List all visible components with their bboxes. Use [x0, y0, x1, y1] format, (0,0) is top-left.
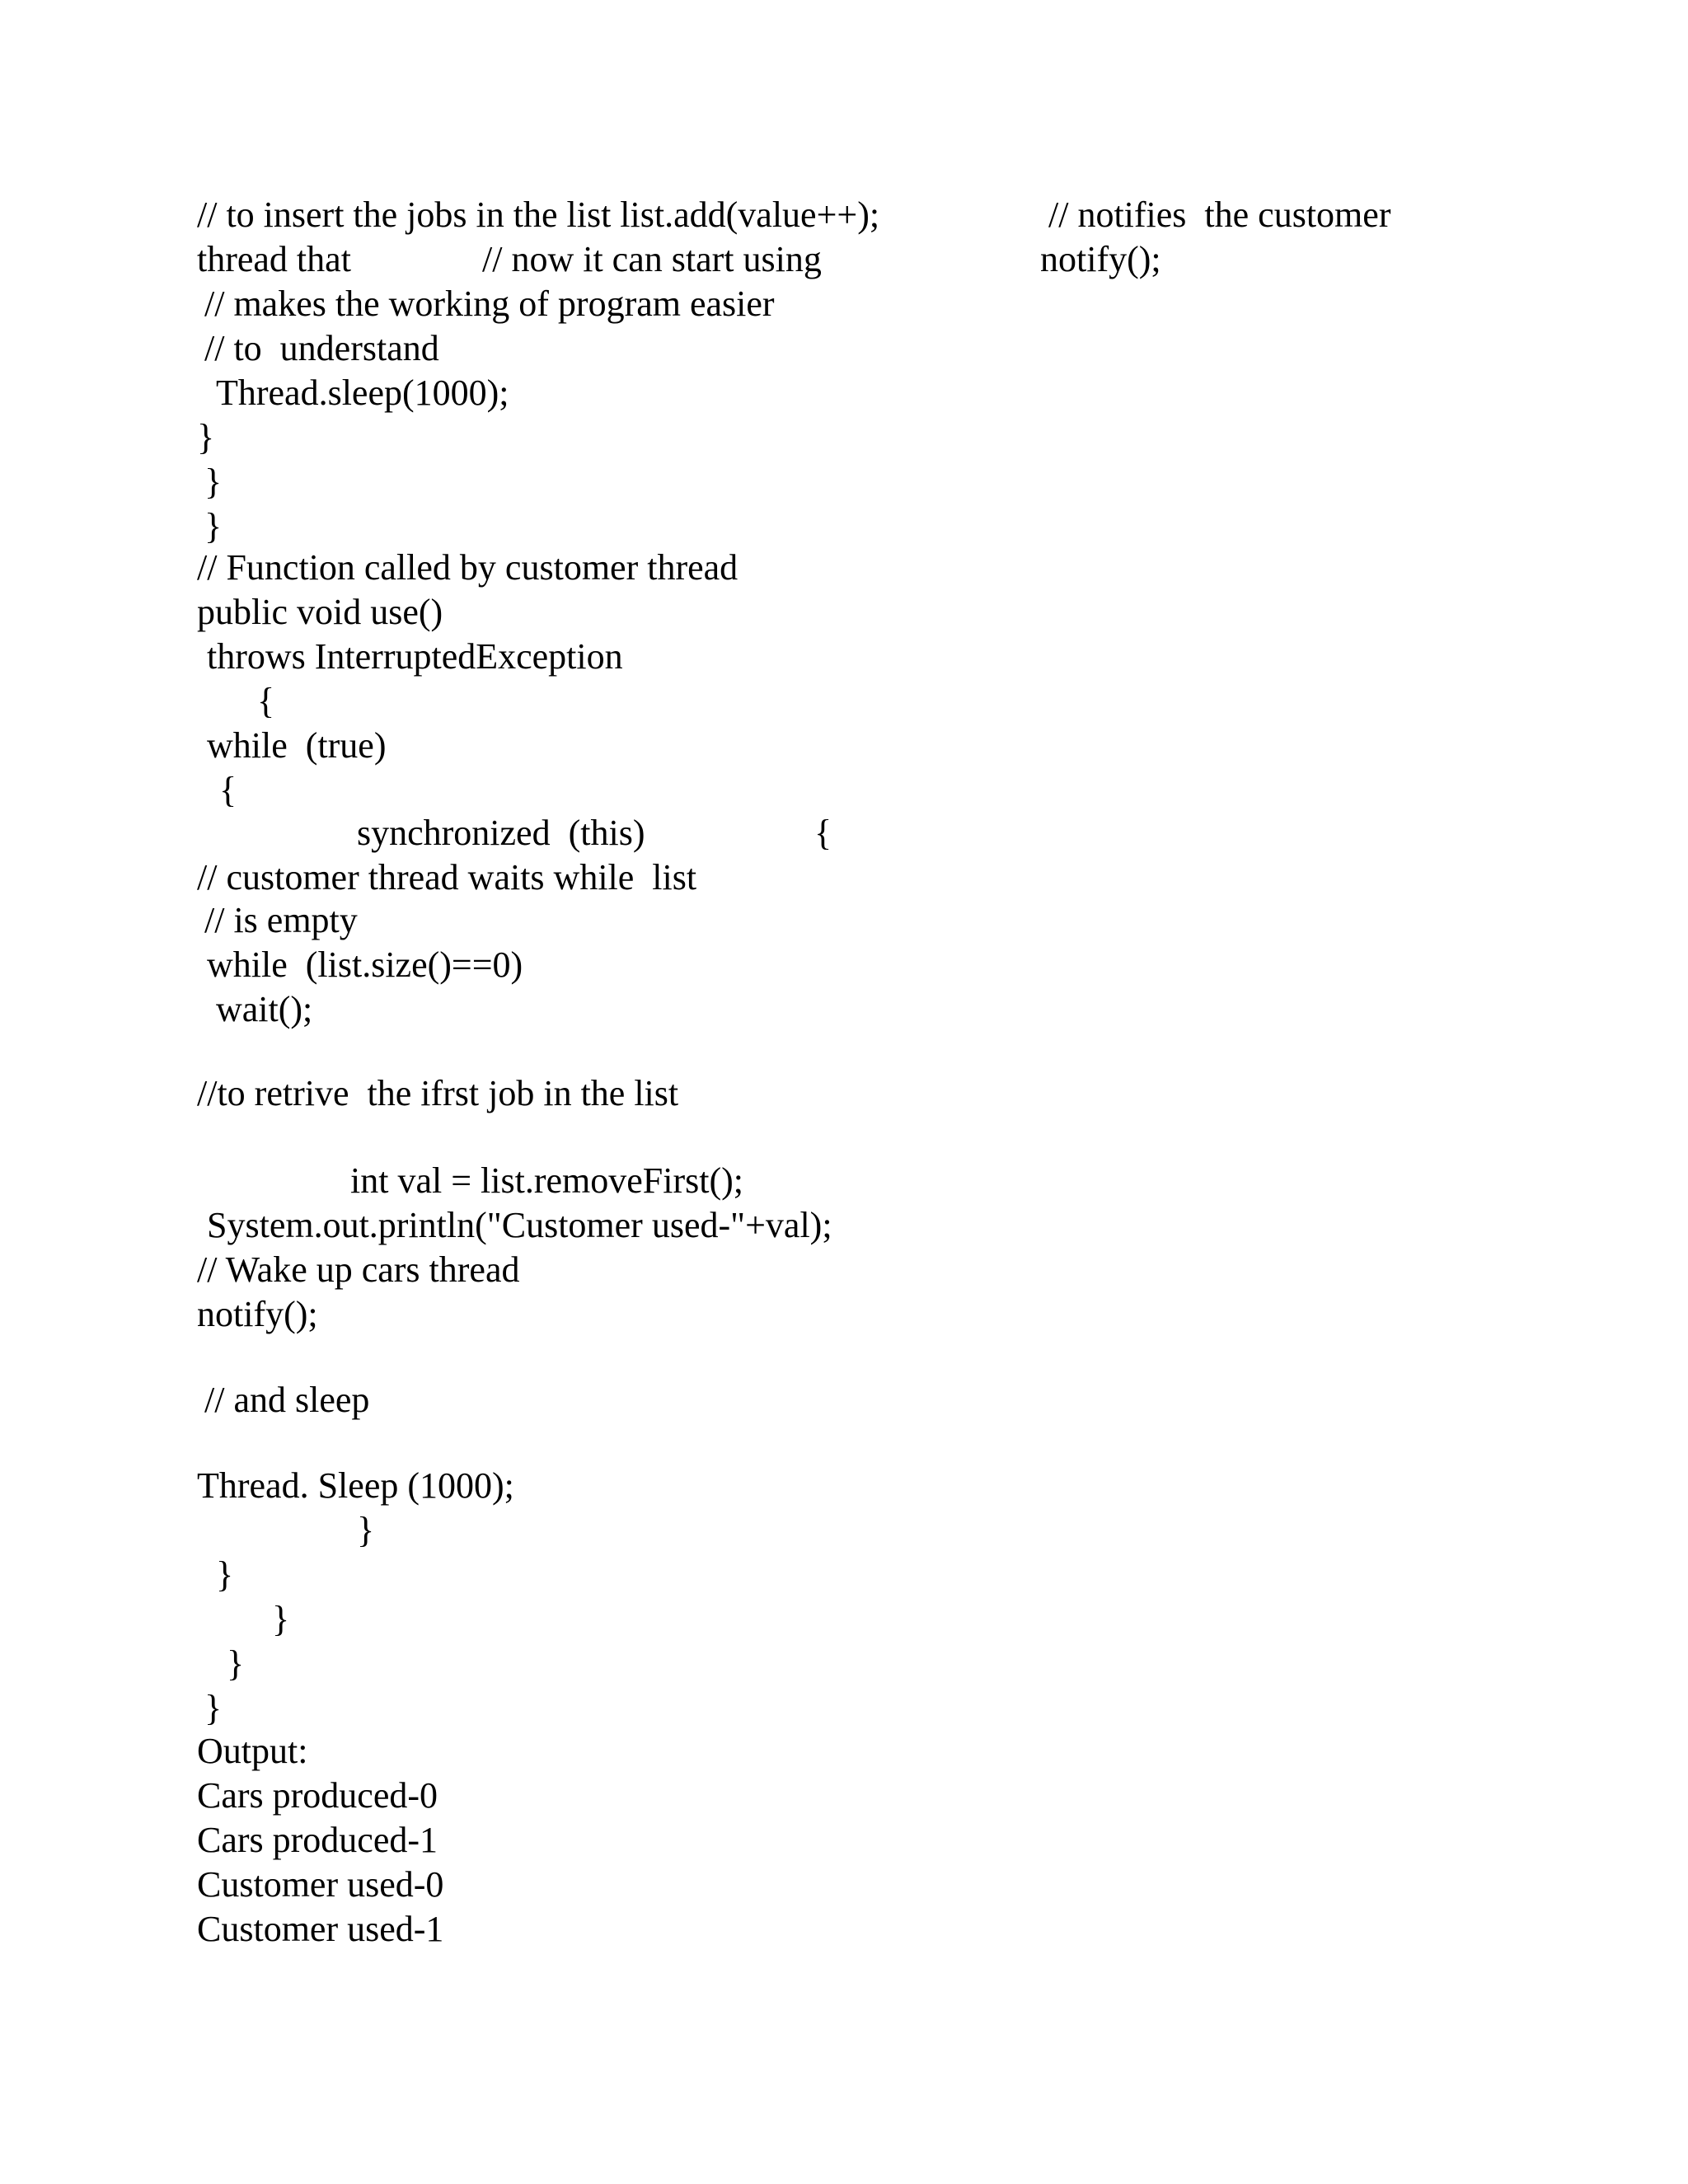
code-line: }: [357, 1510, 375, 1550]
code-line: synchronized (this): [357, 813, 645, 853]
output-heading: Output:: [197, 1731, 308, 1771]
output-line: Customer used-1: [197, 1909, 444, 1949]
code-line: // customer thread waits while list: [197, 857, 697, 898]
code-line: //to retrive the ifrst job in the list: [197, 1073, 679, 1113]
code-line: // and sleep: [204, 1380, 370, 1420]
code-line: // Wake up cars thread: [197, 1249, 520, 1290]
code-line: }: [197, 417, 215, 457]
code-line: {: [219, 770, 237, 810]
code-line: }: [272, 1599, 290, 1639]
code-line: }: [227, 1643, 245, 1684]
code-line: public void use(): [197, 592, 443, 632]
output-line: Cars produced-0: [197, 1775, 438, 1816]
code-line: throws InterruptedException: [207, 636, 623, 677]
code-line: Thread. Sleep (1000);: [197, 1465, 514, 1506]
code-line: // is empty: [204, 900, 358, 940]
code-line: // Function called by customer thread: [197, 547, 738, 588]
output-line: Customer used-0: [197, 1864, 444, 1905]
code-line: // notifies the customer: [1048, 194, 1391, 235]
code-line: }: [204, 506, 223, 546]
code-line: {: [257, 681, 275, 721]
code-line: }: [204, 1688, 223, 1728]
code-line: }: [204, 462, 223, 502]
code-line: Thread.sleep(1000);: [216, 373, 509, 413]
code-line: {: [814, 813, 832, 853]
code-line: // to insert the jobs in the list list.add(value++);: [197, 194, 880, 235]
code-line: System.out.println("Customer used-"+val);: [207, 1205, 832, 1245]
code-line: thread that: [197, 239, 351, 279]
code-line: // makes the working of program easier: [204, 284, 775, 324]
code-line: wait();: [216, 989, 313, 1029]
code-line: }: [216, 1554, 234, 1595]
output-line: Cars produced-1: [197, 1820, 438, 1860]
code-line: // to understand: [204, 328, 439, 368]
code-line: notify();: [1040, 239, 1161, 279]
code-line: int val = list.removeFirst();: [350, 1160, 743, 1201]
code-line: notify();: [197, 1294, 318, 1334]
code-line: while (true): [207, 725, 387, 766]
code-line: while (list.size()==0): [207, 944, 523, 985]
code-line: // now it can start using: [482, 239, 822, 279]
